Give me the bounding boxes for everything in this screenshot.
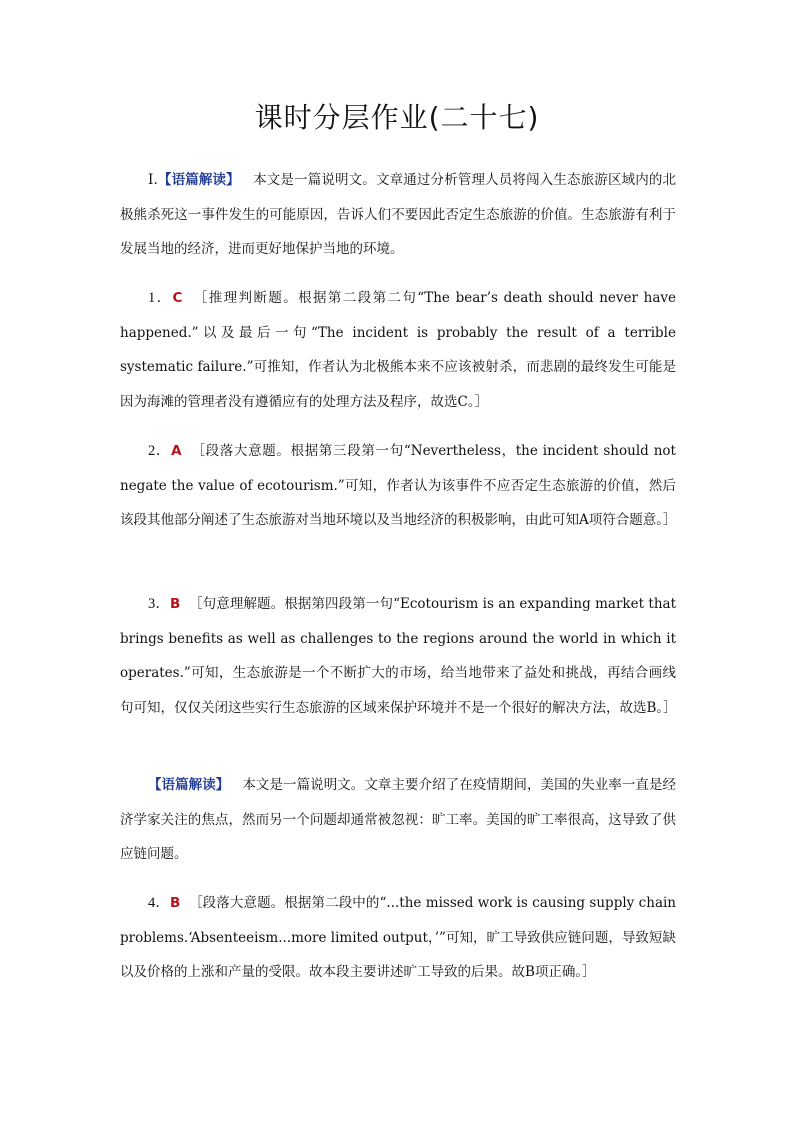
answer-explanation: ［句意理解题。根据第四段第一句“Ecotourism is an expanding market that brings benefits as well as challenges to the regions around the world in which it operates.”可知，生态旅游是一个不断扩大的市场，给当地带来了益处和挑战，再结合画线句可知，仅仅关闭这些实行生态旅游的区域来保护环境并不是一个很好的解决方法，故选B。］ — [120, 596, 677, 716]
reading-summary-2 — [120, 768, 676, 872]
answer-letter: C — [172, 290, 183, 306]
question-number: 2． — [148, 443, 172, 459]
reading-tag: 【语篇解读】 — [157, 172, 240, 188]
answer-item-3 — [120, 587, 676, 725]
reading-tag: 【语篇解读】 — [148, 777, 230, 793]
question-number: 3． — [148, 596, 170, 612]
answer-item-2 — [120, 434, 676, 538]
reading-summary-text: 本文是一篇说明文。文章通过分析管理人员将闯入生态旅游区域内的北极熊杀死这一事件发生的可能原因，告诉人们不要因此否定生态旅游的价值。生态旅游有利于发展当地的经济，进而更好地保护当地的环境。 — [120, 172, 677, 257]
answer-letter: B — [169, 596, 181, 612]
roman-numeral: Ⅰ. — [148, 172, 158, 188]
answer-explanation: ［推理判断题。根据第二段第二句“The bear’s death should never have happened.”以及最后一句“The incident is probably the result of a terrible systematic failure.”可推知，作者认为北极熊本来不应该被射杀，而悲剧的最终发生可能是因为海滩的管理者没有遵循应有的处理方法及程序，故选C。］ — [120, 290, 677, 410]
reading-summary-text: 本文是一篇说明文。文章主要介绍了在疫情期间，美国的失业率一直是经济学家关注的焦点，然而另一个问题却通常被忽视：旷工率。美国的旷工率很高，这导致了供应链问题。 — [120, 777, 677, 862]
question-number: 1． — [148, 290, 173, 306]
answer-item-4 — [120, 886, 676, 990]
answer-letter: A — [171, 443, 182, 459]
page-title: 课时分层作业(二十七) — [254, 101, 540, 134]
answer-item-1 — [120, 281, 676, 419]
answer-explanation: ［段落大意题。根据第三段第一句“Nevertheless，the incident should not negate the value of ecotourism.”可知，作者认为该事件不应否定生态旅游的价值，然后该段其他部分阐述了生态旅游对当地环境以及当地经济的积极影响，由此可知A项符合题意。］ — [120, 443, 677, 528]
question-number: 4． — [148, 895, 170, 911]
reading-summary-1 — [120, 163, 676, 267]
answer-letter: B — [169, 895, 181, 911]
answer-explanation: ［段落大意题。根据第二段中的“...the missed work is causing supply chain problems.‘Absenteeism...more limited output，’”可知，旷工导致供应链问题，导致短缺以及价格的上涨和产量的受限。故本段主要讲述旷工导致的后果。故B项正确。］ — [120, 895, 676, 980]
